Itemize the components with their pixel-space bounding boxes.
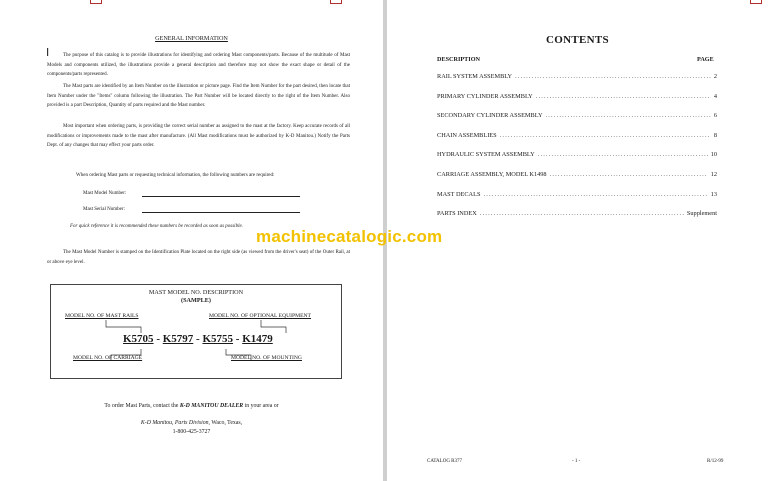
toc-entry-label: SECONDARY CYLINDER ASSEMBLY xyxy=(437,112,543,120)
footer-page-number: - 1 - xyxy=(572,459,581,464)
mast-model-field[interactable] xyxy=(142,196,300,197)
mast-model-label: Mast Model Number: xyxy=(83,191,127,196)
sample-box-subtitle: (SAMPLE) xyxy=(181,297,211,304)
toc-entry-label: CARRIAGE ASSEMBLY, MODEL K1498 xyxy=(437,171,547,178)
toc-leader-dots xyxy=(536,93,711,100)
watermark-text: machinecatalogic.com xyxy=(256,227,443,246)
label-carriage: MODEL NO. OF CARRIAGE xyxy=(73,355,143,361)
company-address xyxy=(0,420,383,426)
code-mast-rails: K5705 xyxy=(123,333,154,345)
label-optional-equipment: MODEL NO. OF OPTIONAL EQUIPMENT xyxy=(209,313,311,319)
code-carriage: K5797 xyxy=(162,333,194,345)
toc-entry-label: HYDRAULIC SYSTEM ASSEMBLY xyxy=(437,151,535,159)
order-prefix: To order Mast Parts, contact the xyxy=(104,403,180,409)
toc-entry-label: PARTS INDEX xyxy=(437,210,477,218)
toc-leader-dots xyxy=(538,151,708,158)
model-description-sample-box xyxy=(50,284,342,379)
toc-entry-label: CHAIN ASSEMBLIES xyxy=(437,131,497,139)
sample-model-number xyxy=(123,333,273,345)
company-phone: 1-800-425-3727 xyxy=(172,429,211,435)
toc-entry-page: 6 xyxy=(713,112,717,120)
toc-entry-page: Supplement xyxy=(686,210,717,218)
company-city: , Waco, Texas, xyxy=(208,420,243,426)
contents-title: CONTENTS xyxy=(546,34,609,46)
page-corner-mark xyxy=(330,0,342,4)
toc-leader-dots xyxy=(500,132,711,139)
page-corner-mark xyxy=(90,0,102,4)
toc-entry-page: 10 xyxy=(710,151,717,159)
toc-entry-label: RAIL SYSTEM ASSEMBLY xyxy=(437,73,513,80)
quick-reference-note: For quick reference it is recommended these numbers be recorded as soon as possible. xyxy=(70,224,243,229)
order-instructions xyxy=(0,403,383,409)
code-separator: - xyxy=(235,333,240,345)
text-cursor-icon: I xyxy=(46,46,50,59)
label-mast-rails: MODEL NO. OF MAST RAILS xyxy=(65,313,139,319)
toc-entry[interactable] xyxy=(437,171,717,178)
toc-leader-dots xyxy=(550,171,708,178)
toc-leader-dots xyxy=(480,210,684,217)
label-mounting: MODEL NO. OF MOUNTING xyxy=(231,355,302,361)
intro-paragraph: The purpose of this catalog is to provide illustrations for identifying and ordering Mast components/parts. Because of the multitude of Mast Models and components utilized, the illustrations provide a general description and therefore may not show the exact shape or detail of the components/parts represented. xyxy=(47,53,350,78)
code-separator: - xyxy=(156,333,160,345)
toc-entry-label: MAST DECALS xyxy=(437,190,481,198)
page-corner-mark xyxy=(750,0,762,4)
toc-entry-page: 2 xyxy=(713,73,717,80)
page-column-header: PAGE xyxy=(697,56,714,63)
toc-entry-page: 13 xyxy=(710,190,717,198)
code-optional-equipment: K1479 xyxy=(242,333,273,345)
connector-rails xyxy=(106,320,141,333)
sample-connector-lines xyxy=(51,285,341,378)
toc-entry[interactable] xyxy=(437,93,717,100)
footer-revision: R/12-99 xyxy=(707,459,724,464)
toc-entry[interactable] xyxy=(437,210,717,217)
toc-leader-dots xyxy=(546,112,711,119)
identification-plate-note: The Mast Model Number is stamped on the Identification Plate located on the right side (as viewed from the driver's seat) of the Outer Rail, at or above eye level. xyxy=(47,250,350,265)
connector-optional xyxy=(261,320,286,333)
toc-entry[interactable] xyxy=(437,73,717,80)
required-numbers-line: When ordering Mast parts or requesting technical information, the following numbers are required: xyxy=(76,173,275,178)
footer-catalog: CATALOG R377 xyxy=(427,459,463,464)
serial-number-paragraph: Most important when ordering parts, is providing the correct serial number as assigned to the mast at the factory. Keep accurate records of all modifications or improvements made to the mast after manufacture. (All Mast modifications must be authorized by K-D Manitou.) Notify the Parts Dept. of any changes that may effect your parts order. xyxy=(47,124,350,149)
toc-leader-dots xyxy=(483,191,707,198)
order-suffix: in your area or xyxy=(243,403,279,409)
toc-entry[interactable] xyxy=(437,112,717,119)
right-page xyxy=(387,0,768,481)
company-name: K-D Manitou, Parts Division xyxy=(140,420,209,426)
code-mounting: K5755 xyxy=(202,333,234,345)
toc-entry[interactable] xyxy=(437,132,717,139)
code-separator: - xyxy=(196,333,200,345)
mast-serial-label: Mast Serial Number: xyxy=(83,207,125,212)
toc-entry[interactable] xyxy=(437,191,717,198)
toc-entry-page: 4 xyxy=(713,92,717,100)
general-info-heading: GENERAL INFORMATION xyxy=(155,35,228,42)
description-column-header: DESCRIPTION xyxy=(437,56,480,63)
toc-entry-page: 12 xyxy=(710,171,717,178)
toc-entry[interactable] xyxy=(437,151,717,158)
toc-entry-label: PRIMARY CYLINDER ASSEMBLY xyxy=(437,92,533,100)
toc-entry-page: 8 xyxy=(713,131,717,139)
toc-leader-dots xyxy=(515,73,711,80)
mast-serial-field[interactable] xyxy=(142,212,300,213)
sample-box-title: MAST MODEL NO. DESCRIPTION xyxy=(148,289,244,296)
item-number-paragraph: The Mast parts are identified by an Item Number on the illustration or picture page. Find the Item Number for the part desired, then locate that Item Number under the "Items" column following the illustration. The Part Number will be located directly to the right of the Item Number. Also provided is a part Description, Quantity of parts required and the Mast number. xyxy=(47,84,350,109)
dealer-name: K-D MANITOU DEALER xyxy=(179,403,244,409)
